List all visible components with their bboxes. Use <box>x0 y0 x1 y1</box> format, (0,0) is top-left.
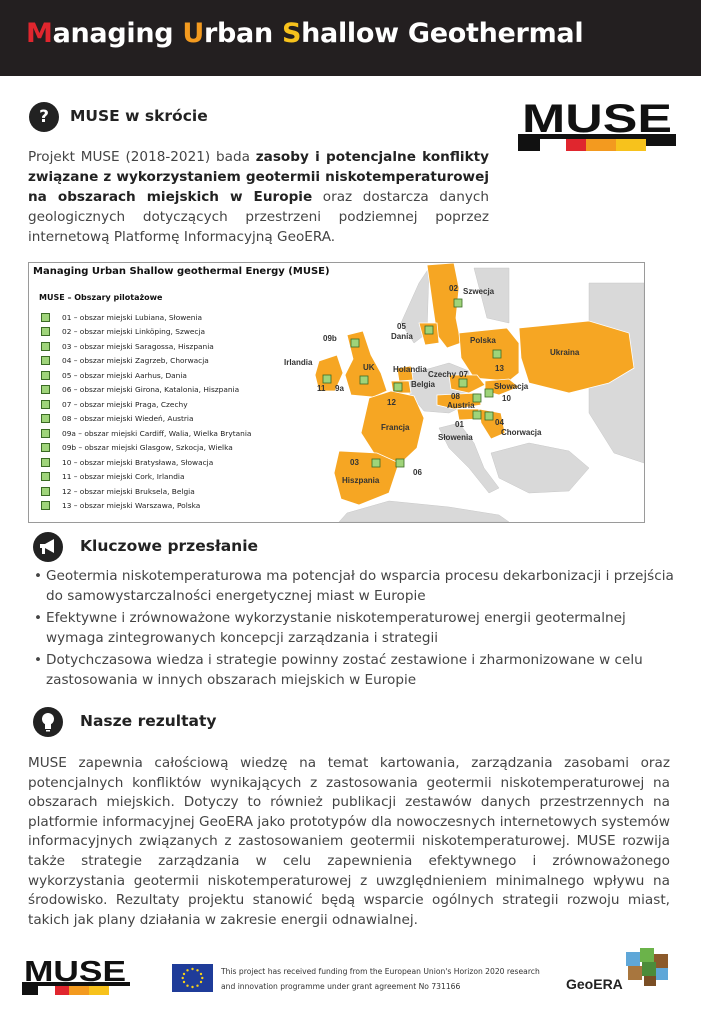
section-title-key-message: Kluczowe przesłanie <box>80 537 259 555</box>
legend-title: MUSE – Obszary pilotażowe <box>39 293 163 302</box>
site-marker-12 <box>394 383 402 391</box>
site-marker-01 <box>473 411 481 419</box>
list-item: • Efektywne i zrównoważone wykorzystanie niskotemperaturowej energii geotermalnej wymaga zintegrowanych koncepcji zarządzania i strategii <box>34 609 674 648</box>
geoera-cube-icon <box>626 948 668 986</box>
megaphone-icon <box>33 532 63 562</box>
grey-land-balkans <box>491 443 589 493</box>
grey-land-north-africa <box>339 501 509 522</box>
country-label-slowacja: Słowacja <box>494 382 529 391</box>
site-label-02: 02 <box>449 284 458 293</box>
lightbulb-icon <box>33 707 63 737</box>
site-marker-06 <box>396 459 404 467</box>
muse-footer-logo-text: MUSE <box>24 956 126 988</box>
map-title: Managing Urban Shallow geothermal Energy (MUSE) <box>33 266 330 277</box>
country-label-chorwacja: Chorwacja <box>501 428 542 437</box>
site-label-03: 03 <box>350 458 359 467</box>
legend-item: 03 – obszar miejski Saragossa, Hiszpania <box>41 339 251 354</box>
country-label-holandia: Holandia <box>393 365 427 374</box>
country-label-belgia: Belgia <box>411 380 436 389</box>
site-marker-13 <box>493 350 501 358</box>
country-label-austria: Austria <box>447 401 475 410</box>
country-label-szwecja: Szwecja <box>463 287 495 296</box>
country-label-hiszpania: Hiszpania <box>342 476 380 485</box>
list-item: • Geotermia niskotemperaturowa ma potencjał do wsparcia procesu dekarbonizacji i przejścia do samowystarczalności energetycznej miast w Europie <box>34 567 674 606</box>
muse-logo <box>518 98 676 156</box>
site-marker-10 <box>485 389 493 397</box>
legend-item: 05 – obszar miejski Aarhus, Dania <box>41 368 251 383</box>
site-marker-05 <box>425 326 433 334</box>
legend-item: 09a – obszar miejski Cardiff, Walia, Wielka Brytania <box>41 426 251 441</box>
site-label-10: 10 <box>502 394 511 403</box>
section-title-overview: MUSE w skrócie <box>70 107 208 125</box>
eu-flag-icon <box>172 964 213 992</box>
legend-item: 11 – obszar miejski Cork, Irlandia <box>41 470 251 485</box>
site-label-06: 06 <box>413 468 422 477</box>
country-label-dania: Dania <box>391 332 413 341</box>
legend-item: 08 – obszar miejski Wiedeń, Austria <box>41 412 251 427</box>
site-label-09a: 9a <box>335 384 344 393</box>
geoera-text: GeoERA <box>566 976 623 992</box>
site-marker-03 <box>372 459 380 467</box>
list-item: • Dotychczasowa wiedza i strategie powinny zostać zestawione i zharmonizowane w celu zastosowania w innych obszarach miejskich w Europie <box>34 651 674 690</box>
muse-logo-text: MUSE <box>522 98 672 141</box>
legend-item: 12 – obszar miejski Bruksela, Belgia <box>41 484 251 499</box>
title-initial-m: M <box>26 18 53 49</box>
site-label-04: 04 <box>495 418 504 427</box>
country-label-francja: Francja <box>381 423 410 432</box>
page-title: Managing Urban Shallow Geothermal <box>26 18 584 49</box>
country-label-ukraina: Ukraina <box>550 348 580 357</box>
site-marker-04 <box>485 412 493 420</box>
site-label-05: 05 <box>397 322 406 331</box>
site-marker-07 <box>459 379 467 387</box>
legend-item: 02 – obszar miejski Linköping, Szwecja <box>41 325 251 340</box>
country-label-slowenia: Słowenia <box>438 433 473 442</box>
legend-item: 10 – obszar miejski Bratysława, Słowacja <box>41 455 251 470</box>
europe-map <box>29 263 644 522</box>
intro-paragraph: Projekt MUSE (2018-2021) bada zasoby i potencjalne konflikty związane z wykorzystaniem geotermii niskotemperaturowej na obszarach miejskich w Europie oraz dostarcza danych geologicznych dotyczących przestrzeni podziemnej poprzez internetową Platformę Informacyjną GeoERA. <box>28 149 489 245</box>
site-label-07: 07 <box>459 370 468 379</box>
question-icon: ? <box>29 102 59 132</box>
site-marker-11 <box>323 375 331 383</box>
funding-statement: This project has received funding from the European Union's Horizon 2020 research and innovation programme under grant agreement No 731166 <box>221 967 540 991</box>
legend-item: 13 – obszar miejski Warszawa, Polska <box>41 499 251 514</box>
country-label-polska: Polska <box>470 336 496 345</box>
legend-item: 09b – obszar miejski Glasgow, Szkocja, Wielka <box>41 441 251 456</box>
key-message-list <box>34 567 674 693</box>
site-label-09b: 09b <box>323 334 337 343</box>
site-marker-09a <box>360 376 368 384</box>
muse-footer-logo <box>22 956 130 998</box>
site-marker-02 <box>454 299 462 307</box>
results-paragraph: MUSE zapewnia całościową wiedzę na temat kartowania, zarządzania zasobami oraz potencjalnych konfliktów wynikających z zastosowania geotermii niskotemperaturowej na obszarach miejskich. Dotyczy to również publikacji zestawów danych przestrzennych na platformie informacyjnej GeoERA jako prototypów dla nowoczesnych internetowych systemów informacyjnych związanych z zastosowaniem geotermii niskotemperaturowej. MUSE rozwija także strategie zarządzania w celu zapewnienia efektywnego i zrównoważonego wykorzystania geotermii niskotemperaturowej z uwzględnieniem minimalnego wpływu na środowisko. Rezultaty projektu stanowić będą wsparcie ogólnych strategii rozwoju miast, takich jak plany działania w zakresie energii odnawialnej. <box>28 755 670 928</box>
legend-item: 07 – obszar miejski Praga, Czechy <box>41 397 251 412</box>
site-label-12: 12 <box>387 398 396 407</box>
megaphone-icon-glyph <box>37 536 59 558</box>
country-label-uk: UK <box>363 363 375 372</box>
site-label-01: 01 <box>455 420 464 429</box>
section-title-results: Nasze rezultaty <box>80 712 217 730</box>
legend-item: 06 – obszar miejski Girona, Katalonia, Hiszpania <box>41 383 251 398</box>
lightbulb-icon-glyph <box>37 711 59 733</box>
legend-item: 01 – obszar miejski Lubiana, Słowenia <box>41 310 251 325</box>
country-label-czechy: Czechy <box>428 370 457 379</box>
legend-item: 04 – obszar miejski Zagrzeb, Chorwacja <box>41 354 251 369</box>
site-marker-09b <box>351 339 359 347</box>
header-bar <box>0 0 701 76</box>
title-initial-s: S <box>281 18 302 49</box>
country-label-irlandia: Irlandia <box>284 358 313 367</box>
pilot-areas-map <box>28 262 645 523</box>
site-label-08: 08 <box>451 392 460 401</box>
site-label-13: 13 <box>495 364 504 373</box>
site-label-11: 11 <box>317 384 326 393</box>
title-initial-u: U <box>182 18 204 49</box>
geoera-logo <box>566 944 678 1000</box>
